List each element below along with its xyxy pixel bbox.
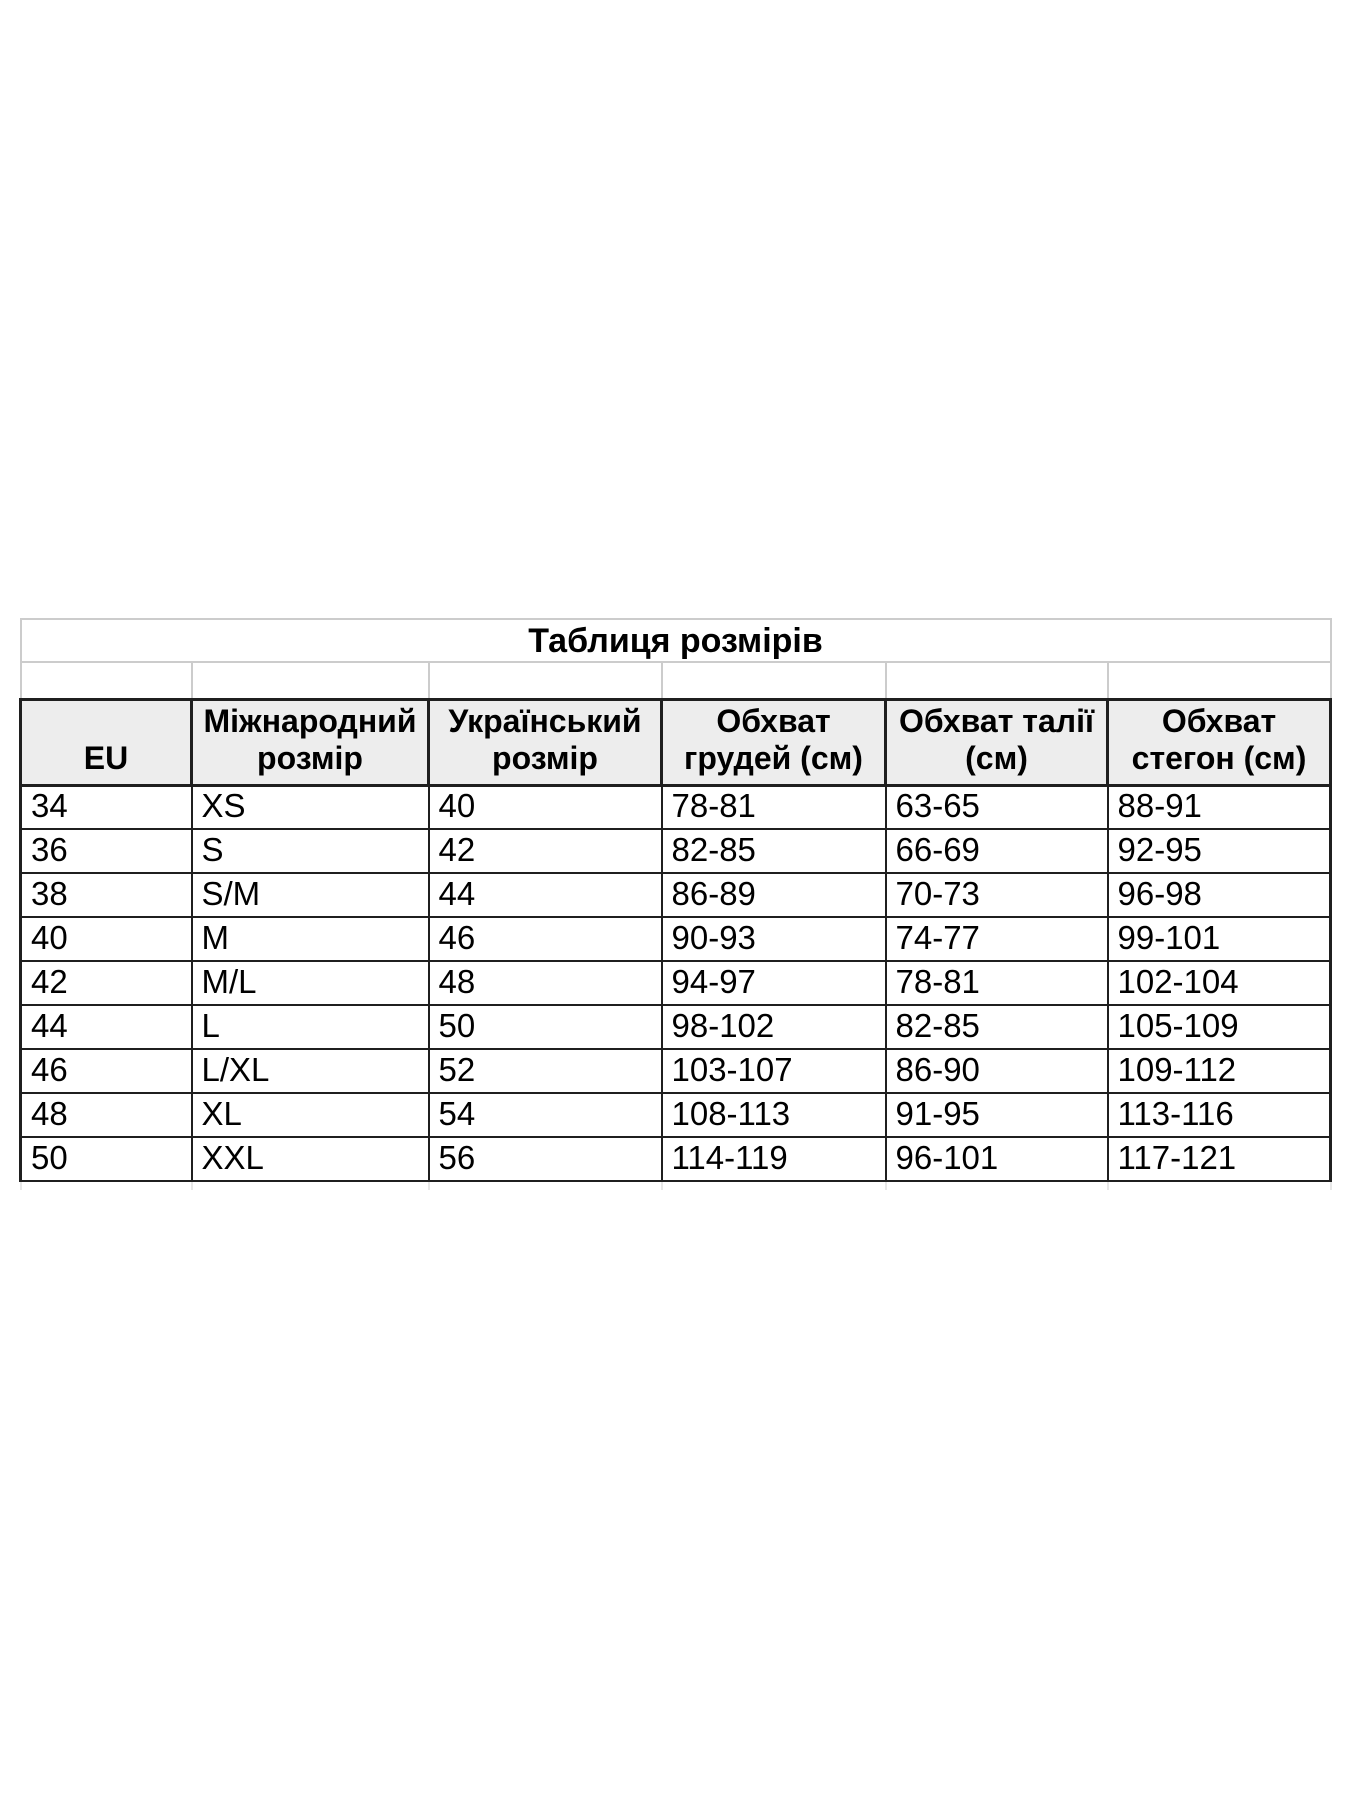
table-cell: XXL (192, 1137, 429, 1181)
table-cell: 34 (21, 785, 192, 829)
grid-stub (429, 1181, 662, 1190)
table-cell: 86-90 (886, 1049, 1108, 1093)
column-header-chest: Обхват грудей (см) (662, 699, 886, 785)
table-row (21, 1137, 1331, 1181)
table-title-row (21, 619, 1331, 662)
table-cell: 78-81 (886, 961, 1108, 1005)
table-cell: 88-91 (1108, 785, 1331, 829)
table-cell: S/M (192, 873, 429, 917)
table-cell: 48 (429, 961, 662, 1005)
table-cell: 70-73 (886, 873, 1108, 917)
table-cell: 42 (21, 961, 192, 1005)
table-title: Таблиця розмірів (21, 619, 1331, 662)
table-cell: 109-112 (1108, 1049, 1331, 1093)
column-header-ukrainian-size: Український розмір (429, 699, 662, 785)
column-header-eu: EU (21, 699, 192, 785)
table-cell: M/L (192, 961, 429, 1005)
column-header-international-size: Міжнародний розмір (192, 699, 429, 785)
table-cell: 74-77 (886, 917, 1108, 961)
spacer-cell (192, 662, 429, 699)
table-cell: 50 (429, 1005, 662, 1049)
table-cell: 56 (429, 1137, 662, 1181)
table-cell: 46 (429, 917, 662, 961)
table-cell: 102-104 (1108, 961, 1331, 1005)
table-cell: 113-116 (1108, 1093, 1331, 1137)
table-cell: 52 (429, 1049, 662, 1093)
table-cell: 92-95 (1108, 829, 1331, 873)
table-cell: 91-95 (886, 1093, 1108, 1137)
table-cell: 36 (21, 829, 192, 873)
table-cell: 99-101 (1108, 917, 1331, 961)
table-cell: 96-101 (886, 1137, 1108, 1181)
spacer-cell (1108, 662, 1331, 699)
table-cell: 108-113 (662, 1093, 886, 1137)
table-cell: 42 (429, 829, 662, 873)
table-cell: 114-119 (662, 1137, 886, 1181)
table-row (21, 873, 1331, 917)
spacer-cell (429, 662, 662, 699)
table-cell: 44 (21, 1005, 192, 1049)
table-row (21, 829, 1331, 873)
table-cell: 40 (21, 917, 192, 961)
table-row (21, 1005, 1331, 1049)
table-cell: XS (192, 785, 429, 829)
grid-stub (1108, 1181, 1331, 1190)
grid-stub (886, 1181, 1108, 1190)
table-cell: 63-65 (886, 785, 1108, 829)
table-row (21, 1093, 1331, 1137)
spacer-cell (886, 662, 1108, 699)
table-cell: XL (192, 1093, 429, 1137)
table-cell: 38 (21, 873, 192, 917)
grid-stub (662, 1181, 886, 1190)
table-cell: 40 (429, 785, 662, 829)
table-row (21, 785, 1331, 829)
table-cell: M (192, 917, 429, 961)
table-cell: S (192, 829, 429, 873)
size-table (19, 618, 1332, 1190)
header-row (21, 699, 1331, 785)
table-cell: 82-85 (662, 829, 886, 873)
table-cell: 50 (21, 1137, 192, 1181)
grid-stub (192, 1181, 429, 1190)
table-cell: 46 (21, 1049, 192, 1093)
table-cell: 48 (21, 1093, 192, 1137)
table-cell: 78-81 (662, 785, 886, 829)
grid-stub-row (21, 1181, 1331, 1190)
table-row (21, 1049, 1331, 1093)
table-row (21, 917, 1331, 961)
spacer-cell (662, 662, 886, 699)
table-cell: 44 (429, 873, 662, 917)
table-cell: L/XL (192, 1049, 429, 1093)
table-cell: 103-107 (662, 1049, 886, 1093)
column-header-waist: Обхват талії (см) (886, 699, 1108, 785)
table-cell: 66-69 (886, 829, 1108, 873)
table-cell: 90-93 (662, 917, 886, 961)
table-cell: 94-97 (662, 961, 886, 1005)
table-cell: 96-98 (1108, 873, 1331, 917)
table-cell: 105-109 (1108, 1005, 1331, 1049)
grid-stub (21, 1181, 192, 1190)
column-header-hips: Обхват стегон (см) (1108, 699, 1331, 785)
spacer-row (21, 662, 1331, 699)
table-cell: 117-121 (1108, 1137, 1331, 1181)
table-cell: 82-85 (886, 1005, 1108, 1049)
table-cell: 86-89 (662, 873, 886, 917)
spacer-cell (21, 662, 192, 699)
table-row (21, 961, 1331, 1005)
table-cell: 98-102 (662, 1005, 886, 1049)
table-cell: L (192, 1005, 429, 1049)
table-cell: 54 (429, 1093, 662, 1137)
